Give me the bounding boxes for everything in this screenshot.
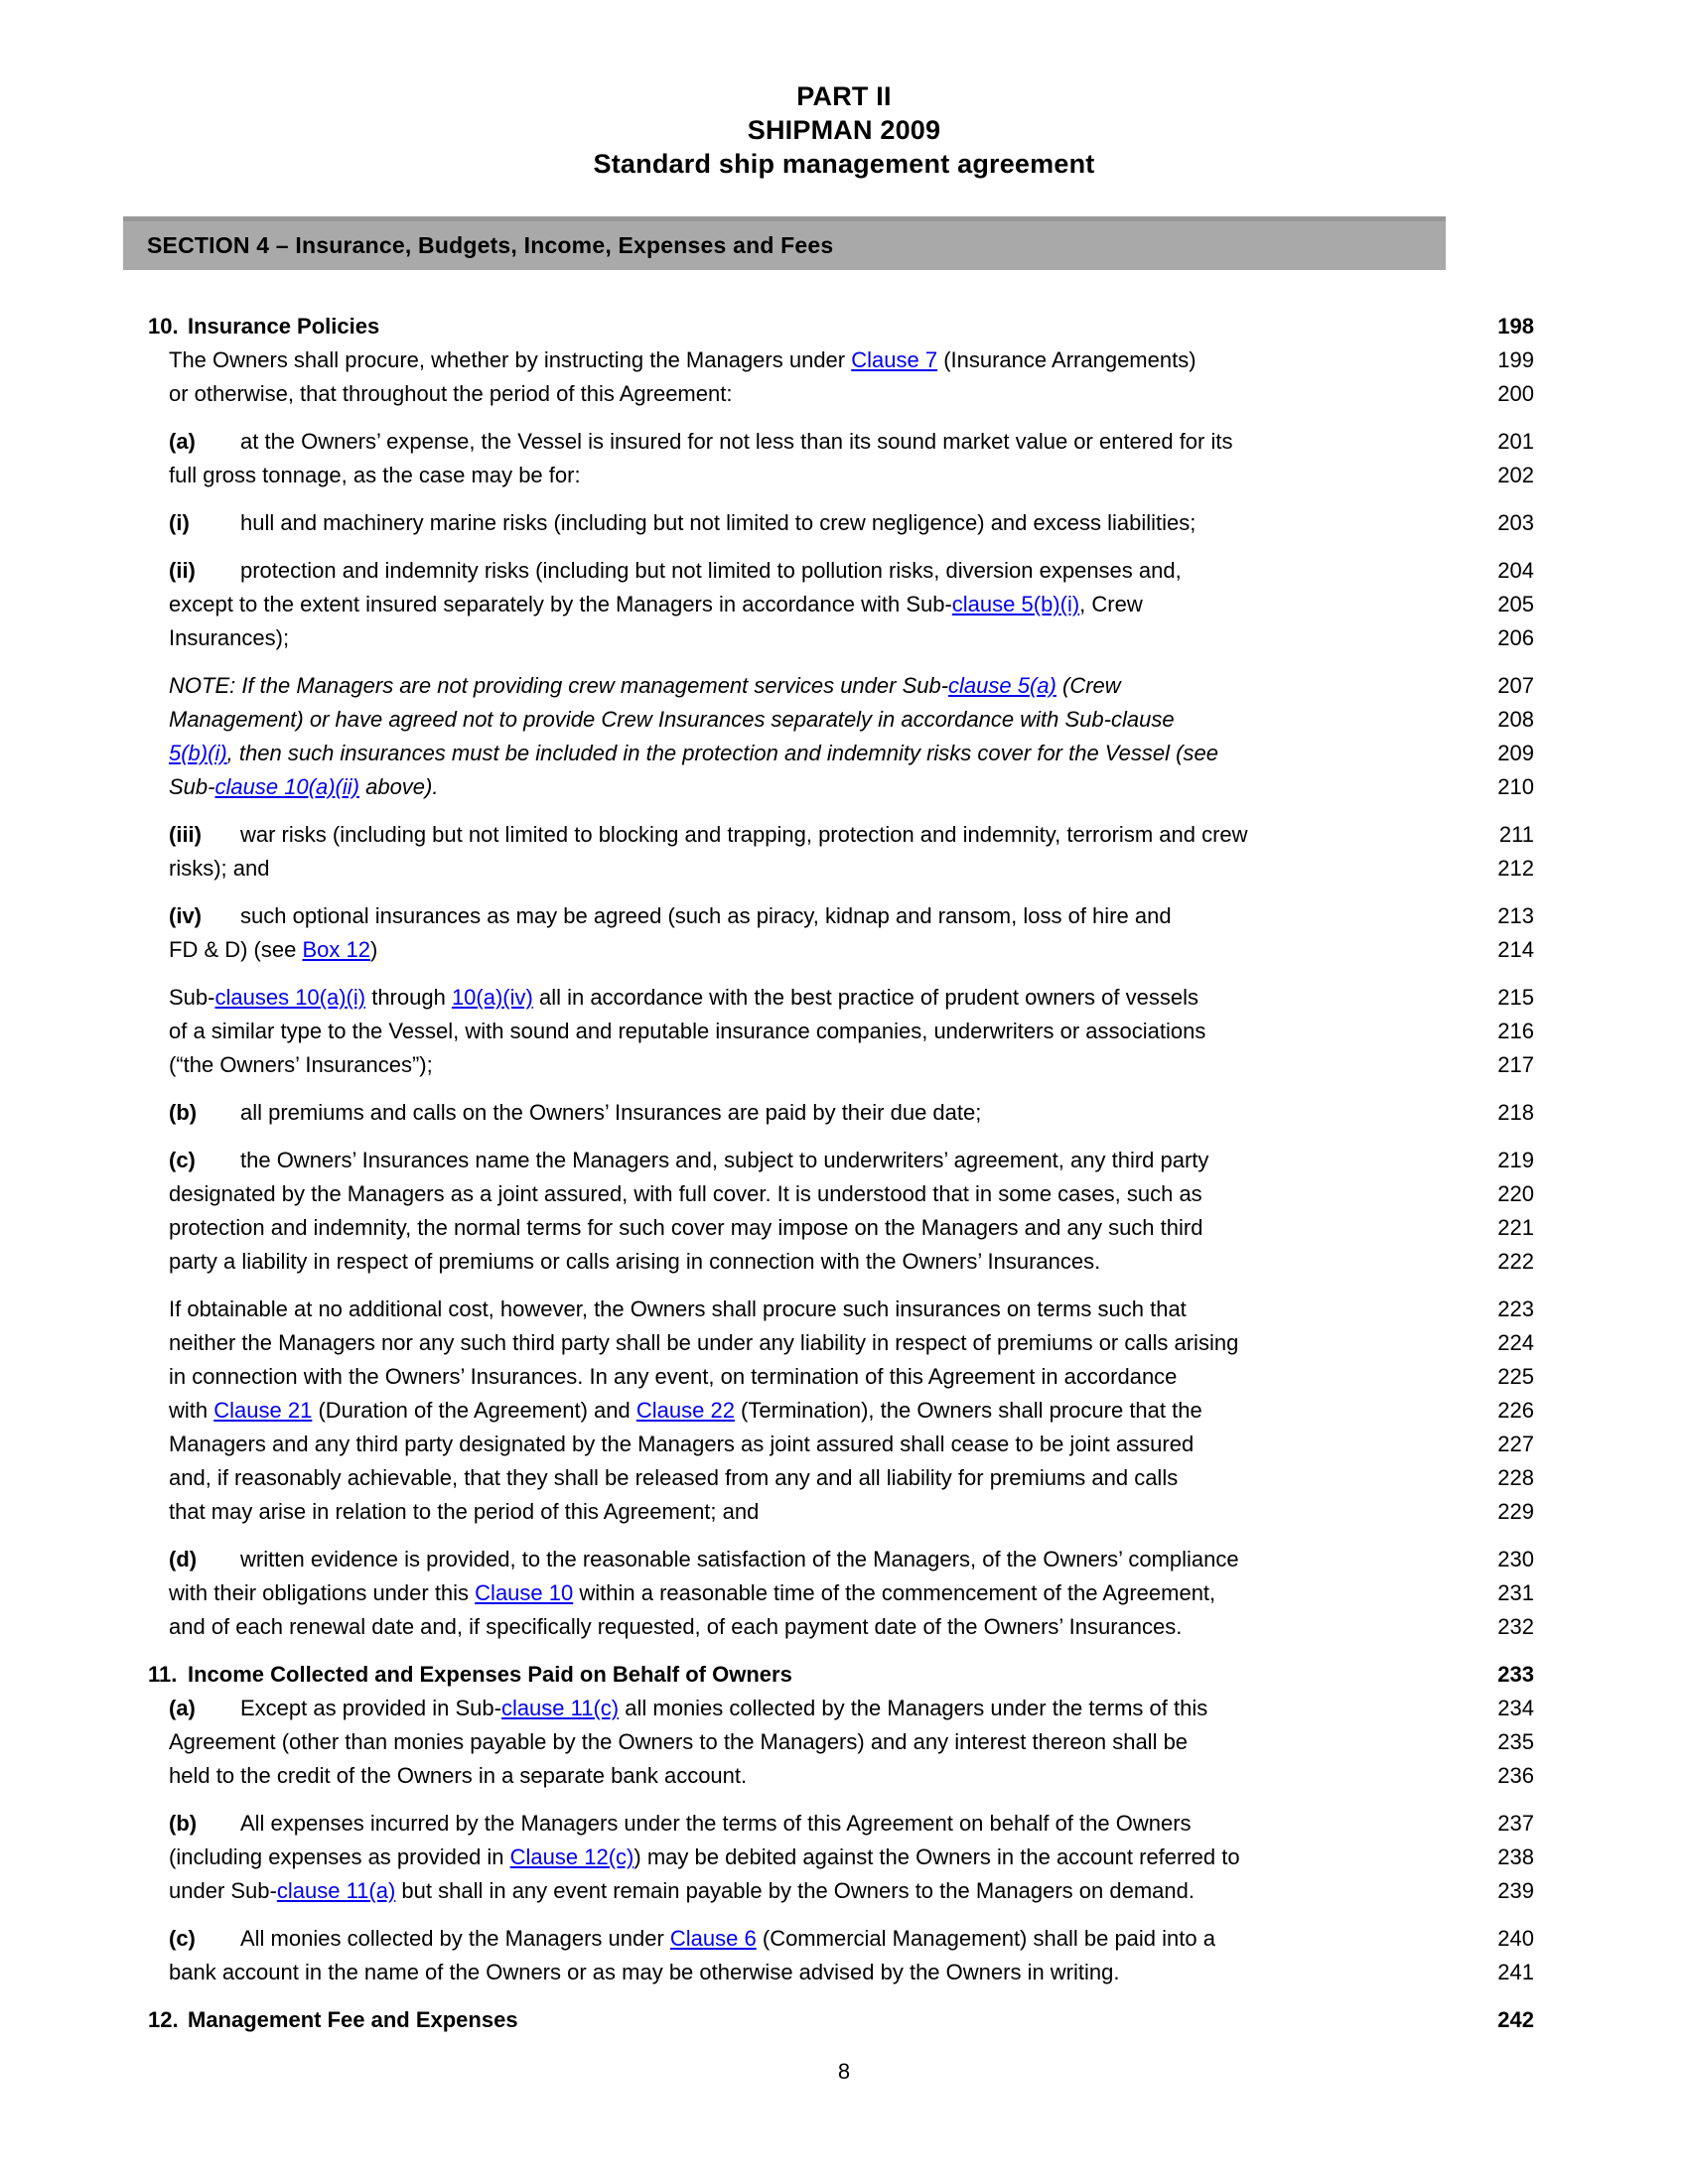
text-segment: Except as provided in Sub- [240,1696,501,1720]
list-item-marker: (d) [169,1547,198,1571]
document-line [148,1543,1538,1576]
text-segment: Management) or have agreed not to provide Crew Insurances separately in accordance with Sub-clause [169,707,1175,732]
text-segment: FD & D) (see [169,937,303,962]
document-line [148,1807,1538,1841]
line-text [148,459,1439,492]
line-text [148,1495,1439,1529]
line-number: 220 [1497,1181,1534,1206]
line-number: 237 [1497,1811,1534,1836]
text-segment: Sub- [169,985,215,1010]
document-line [148,1576,1538,1610]
line-text [148,588,1439,621]
line-text [148,852,1439,886]
line-number: 206 [1497,625,1534,650]
text-segment: all monies collected by the Managers under the terms of this [619,1696,1208,1720]
clause-heading-line [148,310,1538,343]
text-segment: protection and indemnity risks (including but not limited to pollution risks, diversion expenses and, [240,558,1182,583]
document-line [148,1956,1538,1989]
line-number: 222 [1497,1249,1534,1274]
text-segment: neither the Managers nor any such third party shall be under any liability in respect of premiums or calls arising [169,1330,1239,1355]
text-segment: of a similar type to the Vessel, with sound and reputable insurance companies, underwriters or associations [169,1019,1206,1043]
line-text [148,1015,1439,1048]
list-item-marker: (iv) [169,903,202,928]
clause-number: 12. [148,2007,179,2032]
text-segment: war risks (including but not limited to blocking and trapping, protection and indemnity, terrorism and crew [240,822,1248,847]
line-number: 210 [1497,774,1534,799]
line-number: 229 [1497,1499,1534,1524]
line-number: 231 [1497,1580,1534,1605]
text-segment: NOTE: If the Managers are not providing crew management services under Sub- [169,673,949,698]
document-line [148,506,1538,540]
line-number: 240 [1497,1926,1534,1951]
line-text [148,1177,1439,1211]
text-segment: (Commercial Management) shall be paid into a [756,1926,1215,1951]
line-text [148,737,1439,770]
line-number: 215 [1497,985,1534,1010]
document-line [148,1428,1538,1461]
line-text [148,1658,1439,1692]
clause-cross-reference-link[interactable]: clause 11(c) [500,1696,620,1720]
line-text [148,1725,1439,1759]
document-line [148,1841,1538,1874]
clause-number: 11. [148,1662,178,1687]
clause-cross-reference-link[interactable]: clause 5(b)(i) [951,592,1080,616]
line-text [148,1144,1439,1177]
text-segment: at the Owners’ expense, the Vessel is insured for not less than its sound market value or entered for its [240,429,1233,454]
text-segment: through [365,985,452,1010]
list-item-marker: (a) [169,1696,196,1720]
text-segment: If obtainable at no additional cost, however, the Owners shall procure such insurances on terms such that [169,1297,1187,1321]
line-number: 198 [1497,314,1534,339]
line-number: 213 [1497,903,1534,928]
text-segment: risks); and [169,856,270,881]
clause-cross-reference-link[interactable]: clause 11(a) [276,1878,396,1903]
line-text [148,981,1439,1015]
list-item-marker: (i) [169,510,190,535]
line-text [148,1211,1439,1245]
text-segment: hull and machinery marine risks (including but not limited to crew negligence) and excess liabilities; [240,510,1196,535]
document-line [148,703,1538,737]
line-text [148,1293,1439,1326]
text-segment: bank account in the name of the Owners or as may be otherwise advised by the Owners in writing. [169,1960,1120,1984]
document-line [148,1922,1538,1956]
text-segment: full gross tonnage, as the case may be for: [169,463,581,487]
document-line [148,770,1538,804]
text-segment: (Duration of the Agreement) and [312,1398,636,1423]
document-line [148,1048,1538,1082]
text-segment: within a reasonable time of the commencement of the Agreement, [573,1580,1216,1605]
clause-cross-reference-link[interactable]: Clause 22 [635,1398,735,1423]
line-text [148,1428,1439,1461]
line-number: 236 [1497,1763,1534,1788]
text-segment: under Sub- [169,1878,277,1903]
clause-cross-reference-link[interactable]: Box 12 [302,937,370,962]
line-text [148,377,1439,411]
line-text [148,1807,1439,1841]
document-line [148,377,1538,411]
section-banner: SECTION 4 – Insurance, Budgets, Income, Expenses and Fees [123,216,1446,270]
line-number: 204 [1497,558,1534,583]
line-number: 227 [1497,1432,1534,1456]
clause-cross-reference-link[interactable]: Clause 10 [475,1580,574,1605]
line-number: 230 [1497,1547,1534,1571]
page-number: 8 [837,2059,851,2084]
document-line [148,1759,1538,1793]
document-header [0,0,1688,181]
line-text [148,1922,1439,1956]
line-text [148,1245,1439,1279]
line-text [148,425,1439,459]
clause-cross-reference-link[interactable]: Clause 21 [213,1398,313,1423]
text-segment: that may arise in relation to the period of this Agreement; and [169,1499,760,1524]
line-number: 203 [1497,510,1534,535]
line-text [148,669,1439,703]
clause-number: 10. [148,314,179,339]
list-item-marker: (iii) [169,822,202,847]
text-segment: except to the extent insured separately by the Managers in accordance with Sub- [169,592,952,616]
list-item-marker: (c) [169,1148,196,1172]
line-text [148,1576,1439,1610]
text-segment: (Insurance Arrangements) [937,347,1196,372]
line-number: 212 [1497,856,1534,881]
line-number: 205 [1497,592,1534,616]
text-segment: or otherwise, that throughout the period of this Agreement: [169,381,733,406]
line-number: 200 [1497,381,1534,406]
document-line [148,1015,1538,1048]
line-text [148,343,1439,377]
line-text [148,1874,1439,1908]
document-line [148,459,1538,492]
line-number: 202 [1497,463,1534,487]
line-number: 208 [1497,707,1534,732]
text-segment: All monies collected by the Managers under [240,1926,670,1951]
line-number: 207 [1497,673,1534,698]
document-body [148,310,1538,2037]
header-form-title: SHIPMAN 2009 [747,115,941,145]
text-segment: Managers and any third party designated by the Managers as joint assured shall cease to be joint assured [169,1432,1195,1456]
document-line [148,425,1538,459]
document-line [148,1725,1538,1759]
document-line [148,1211,1538,1245]
list-item-marker: (a) [169,429,196,454]
document-line [148,1096,1538,1130]
document-line [148,818,1538,852]
text-segment: All expenses incurred by the Managers under the terms of this Agreement on behalf of the Owners [240,1811,1192,1836]
line-text [148,310,1439,343]
clause-heading-line [148,1658,1538,1692]
line-number: 241 [1497,1960,1534,1984]
document-line [148,1394,1538,1428]
line-number: 238 [1497,1844,1534,1869]
text-segment: The Owners shall procure, whether by instructing the Managers under [169,347,852,372]
clause-cross-reference-link[interactable]: Clause 6 [669,1926,757,1951]
line-text [148,1543,1439,1576]
line-text [148,1841,1439,1874]
text-segment: Insurances); [169,625,290,650]
line-text [148,1326,1439,1360]
clause-cross-reference-link[interactable]: Clause 12(c) [509,1844,634,1869]
text-segment: party a liability in respect of premiums or calls arising in connection with the Owners’ Insurances. [169,1249,1101,1274]
clause-cross-reference-link[interactable]: clause 5(a) [948,673,1056,698]
text-segment: , then such insurances must be included in the protection and indemnity risks cover for the Vessel (see [226,741,1218,765]
text-segment: and, if reasonably achievable, that they shall be released from any and all liability for premiums and calls [169,1465,1179,1490]
document-line [148,669,1538,703]
line-number: 226 [1497,1398,1534,1423]
text-segment: , Crew [1079,592,1143,616]
text-segment: in connection with the Owners’ Insurances. In any event, on termination of this Agreement in accordance [169,1364,1178,1389]
text-segment: Income Collected and Expenses Paid on Behalf of Owners [188,1662,792,1687]
text-segment: protection and indemnity, the normal terms for such cover may impose on the Managers and any such third [169,1215,1203,1240]
document-line [148,737,1538,770]
line-text [148,1610,1439,1644]
line-text [148,818,1439,852]
list-item-marker: (b) [169,1100,198,1125]
line-number: 234 [1497,1696,1534,1720]
line-number: 224 [1497,1330,1534,1355]
line-number: 225 [1497,1364,1534,1389]
line-number: 242 [1497,2007,1534,2032]
line-number: 233 [1497,1662,1534,1687]
clause-cross-reference-link[interactable]: Clause 7 [851,347,938,372]
line-number: 201 [1497,429,1534,454]
clause-cross-reference-link[interactable]: 5(b)(i) [169,741,227,765]
text-segment: Sub- [169,774,215,799]
text-segment: all premiums and calls on the Owners’ Insurances are paid by their due date; [240,1100,982,1125]
document-line [148,1360,1538,1394]
document-line [148,621,1538,655]
line-text [148,1360,1439,1394]
line-text [148,1096,1439,1130]
clause-cross-reference-link[interactable]: clauses 10(a)(i) [214,985,366,1010]
text-segment: designated by the Managers as a joint assured, with full cover. It is understood that in some cases, such as [169,1181,1202,1206]
document-line [148,1177,1538,1211]
text-segment: (Crew [1055,673,1121,698]
line-text [148,770,1439,804]
text-segment: and of each renewal date and, if specifically requested, of each payment date of the Owners’ Insurances. [169,1614,1183,1639]
line-text [148,1394,1439,1428]
line-number: 217 [1497,1052,1534,1077]
line-text [148,554,1439,588]
document-line [148,1874,1538,1908]
document-line [148,981,1538,1015]
line-number: 221 [1497,1215,1534,1240]
line-number: 223 [1497,1297,1534,1321]
document-line [148,1326,1538,1360]
line-text [148,1692,1439,1725]
document-line [148,899,1538,933]
line-text [148,1759,1439,1793]
document-line [148,343,1538,377]
header-part-label: PART II [796,81,892,111]
text-segment: (“the Owners’ Insurances”); [169,1052,433,1077]
line-text [148,933,1439,967]
clause-heading-line [148,2003,1538,2037]
list-item-marker: (c) [169,1926,196,1951]
document-line [148,1461,1538,1495]
line-number: 228 [1497,1465,1534,1490]
text-segment: such optional insurances as may be agreed (such as piracy, kidnap and ransom, loss of hire and [240,903,1172,928]
line-number: 218 [1497,1100,1534,1125]
line-number: 219 [1497,1148,1534,1172]
line-number: 216 [1497,1019,1534,1043]
line-text [148,1956,1439,1989]
line-text [148,1461,1439,1495]
list-item-marker: (b) [169,1811,198,1836]
line-text [148,2003,1439,2037]
line-text [148,703,1439,737]
line-text [148,899,1439,933]
document-line [148,1692,1538,1725]
line-text [148,621,1439,655]
text-segment: above). [358,774,439,799]
text-segment: ) [369,937,378,962]
line-number: 235 [1497,1729,1534,1754]
text-segment: Insurance Policies [188,314,380,339]
document-line [148,933,1538,967]
document-line [148,1144,1538,1177]
document-line [148,1495,1538,1529]
line-number: 211 [1498,822,1534,847]
text-segment: Agreement (other than monies payable by the Owners to the Managers) and any interest thereon shall be [169,1729,1189,1754]
line-number: 214 [1497,937,1534,962]
document-line [148,554,1538,588]
text-segment: held to the credit of the Owners in a separate bank account. [169,1763,748,1788]
text-segment: written evidence is provided, to the reasonable satisfaction of the Managers, of the Owners’ compliance [240,1547,1239,1571]
text-segment: with [169,1398,214,1423]
line-number: 232 [1497,1614,1534,1639]
text-segment: Management Fee and Expenses [188,2007,518,2032]
document-line [148,1245,1538,1279]
clause-cross-reference-link[interactable]: 10(a)(iv) [451,985,533,1010]
document-line [148,1610,1538,1644]
document-line [148,588,1538,621]
text-segment: (Termination), the Owners shall procure that the [734,1398,1202,1423]
text-segment: all in accordance with the best practice of prudent owners of vessels [532,985,1198,1010]
line-number: 209 [1497,741,1534,765]
line-text [148,506,1439,540]
text-segment: the Owners’ Insurances name the Managers and, subject to underwriters’ agreement, any third party [240,1148,1209,1172]
list-item-marker: (ii) [169,558,196,583]
text-segment: with their obligations under this [169,1580,476,1605]
line-number: 239 [1497,1878,1534,1903]
document-line [148,1293,1538,1326]
line-number: 199 [1497,347,1534,372]
line-text [148,1048,1439,1082]
clause-cross-reference-link[interactable]: clause 10(a)(ii) [214,774,359,799]
text-segment: but shall in any event remain payable by the Owners to the Managers on demand. [395,1878,1195,1903]
header-form-subtitle: Standard ship management agreement [593,149,1095,179]
text-segment: ) may be debited against the Owners in the account referred to [633,1844,1240,1869]
document-line [148,852,1538,886]
text-segment: (including expenses as provided in [169,1844,510,1869]
